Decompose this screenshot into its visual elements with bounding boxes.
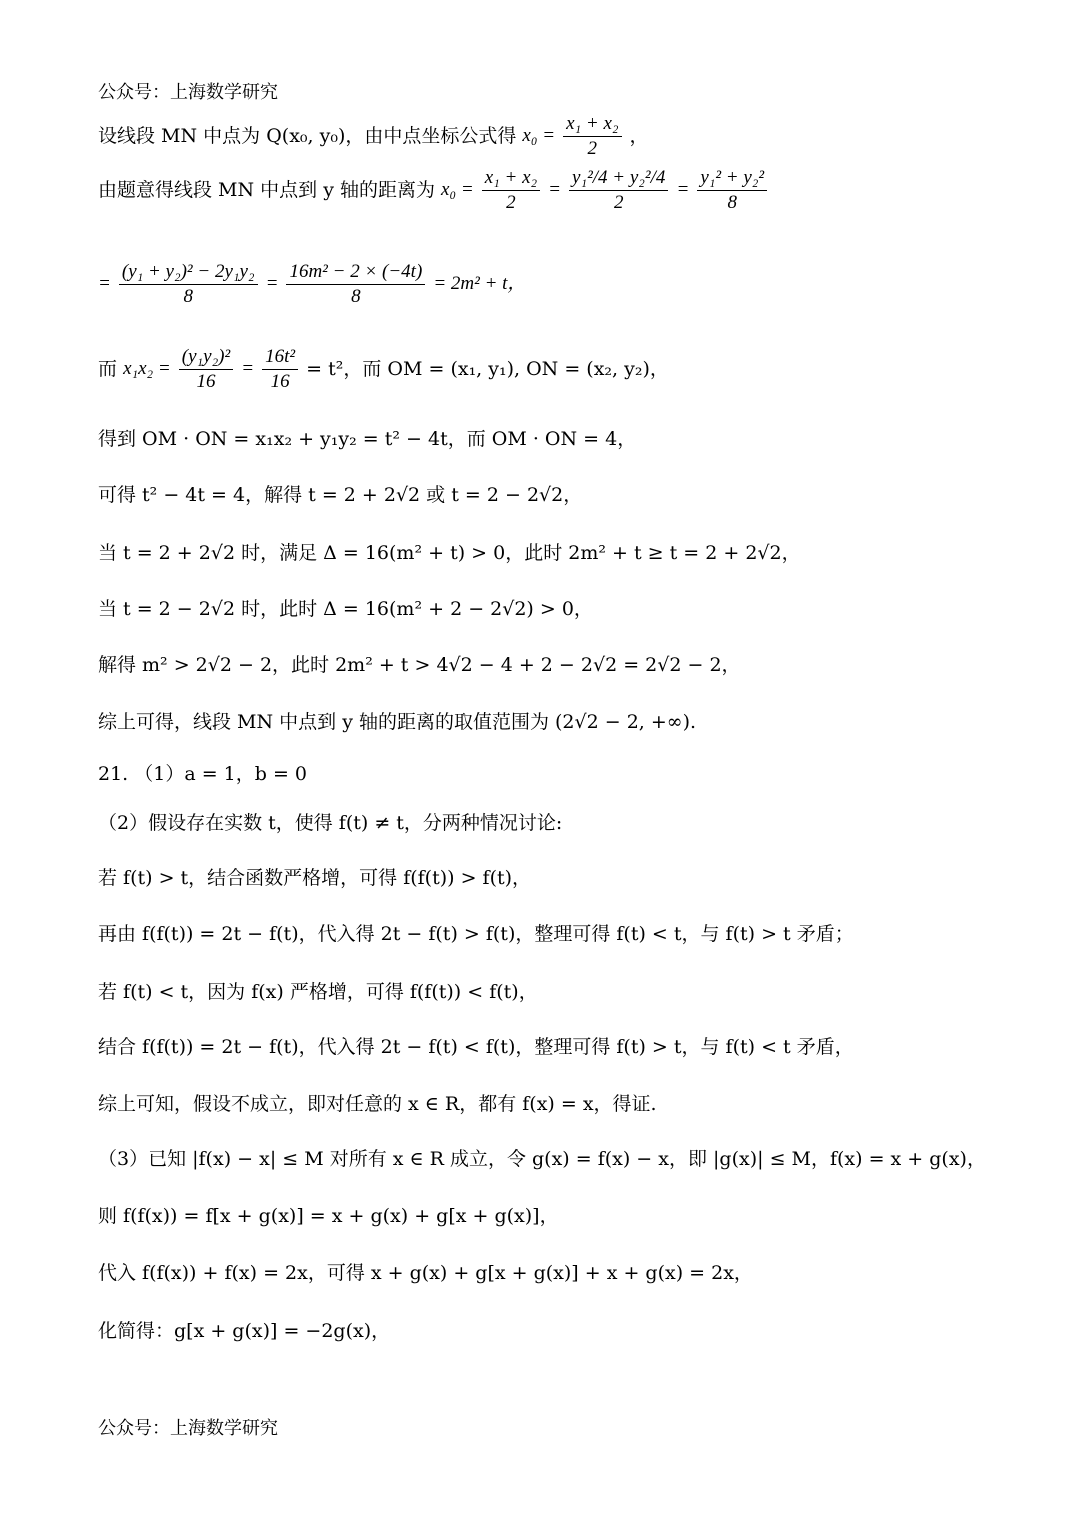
fraction-numerator: y₁² + y₂² — [697, 166, 767, 191]
problem-21-part-3: （3）已知 |f(x) − x| ≤ M 对所有 x ∈ R 成立，令 g(x) = f(x) − x，即 |g(x)| ≤ M，f(x) = x + g(x)， — [98, 1148, 986, 1170]
fraction — [262, 345, 298, 394]
math-inline: = — [548, 178, 561, 200]
math-inline: = — [676, 178, 690, 200]
math-inline: = 2m² + t， — [433, 272, 527, 294]
fraction-denominator: 2 — [613, 191, 624, 213]
solution-line: 结合 f(f(t)) = 2t − f(t)，代入得 2t − f(t) < f(t)，整理可得 f(t) > t，与 f(t) < t 矛盾， — [98, 1036, 854, 1058]
solution-line: 代入 f(f(x)) + f(x) = 2x，可得 x + g(x) + g[x + g(x)] + x + g(x) = 2x， — [98, 1262, 753, 1284]
solution-line — [98, 345, 669, 394]
solution-line — [98, 112, 649, 161]
math-inline: x₀ = — [522, 124, 556, 146]
solution-line: 再由 f(f(t)) = 2t − f(t)，代入得 2t − f(t) > f(t)，整理可得 f(t) < t，与 f(t) > t 矛盾； — [98, 923, 854, 945]
solution-line: 则 f(f(x)) = f[x + g(x)] = x + g(x) + g[x + g(x)]， — [98, 1205, 559, 1227]
solution-line — [98, 260, 526, 309]
fraction-denominator: 8 — [727, 191, 737, 213]
line-text: 设线段 MN 中点为 Q(x₀, y₀)，由中点坐标公式得 — [98, 124, 517, 147]
solution-line: 若 f(t) < t，因为 f(x) 严格增，可得 f(f(t)) < f(t)， — [98, 981, 538, 1003]
math-inline: = — [241, 357, 255, 379]
math-inline: x₁x₂ = — [123, 357, 171, 379]
fraction-denominator: 16 — [270, 370, 290, 392]
solution-line: 综上可知，假设不成立，即对任意的 x ∈ R，都有 f(x) = x，得证. — [98, 1093, 657, 1115]
fraction-numerator: 16t² — [262, 345, 298, 370]
solution-line: 当 t = 2 + 2√2 时，满足 Δ = 16(m² + t) > 0，此时 2m² + t ≥ t = 2 + 2√2， — [98, 542, 801, 564]
fraction — [179, 345, 233, 394]
punctuation: ， — [629, 124, 649, 147]
line-text: = t²，而 OM = (x₁, y₁), ON = (x₂, y₂)， — [306, 357, 669, 380]
fraction — [569, 166, 668, 215]
page-header: 公众号：上海数学研究 — [98, 82, 278, 103]
line-text: 而 — [98, 357, 118, 380]
fraction — [119, 260, 258, 309]
solution-line: 当 t = 2 − 2√2 时，此时 Δ = 16(m² + 2 − 2√2) > 0， — [98, 598, 593, 620]
fraction-denominator: 8 — [183, 285, 193, 307]
fraction — [697, 166, 767, 215]
line-text: 由题意得线段 MN 中点到 y 轴的距离为 — [98, 178, 435, 201]
solution-line — [98, 166, 769, 215]
solution-line: 综上可得，线段 MN 中点到 y 轴的距离的取值范围为 (2√2 − 2, +∞). — [98, 711, 697, 733]
fraction-numerator: (y₁y₂)² — [179, 345, 233, 370]
fraction-numerator: y₁²/4 + y₂²/4 — [569, 166, 668, 191]
solution-line: 解得 m² > 2√2 − 2，此时 2m² + t > 4√2 − 4 + 2 − 2√2 = 2√2 − 2， — [98, 654, 741, 676]
fraction-denominator: 2 — [506, 191, 516, 213]
solution-line: 若 f(t) > t，结合函数严格增，可得 f(f(t)) > f(t)， — [98, 867, 532, 889]
solution-line: 可得 t² − 4t = 4，解得 t = 2 + 2√2 或 t = 2 − 2√2， — [98, 484, 583, 506]
problem-21-part-2: （2）假设存在实数 t，使得 f(t) ≠ t，分两种情况讨论: — [98, 812, 563, 834]
fraction — [563, 112, 621, 161]
fraction-numerator: 16m² − 2 × (−4t) — [286, 260, 425, 285]
problem-21-part-1: 21. （1）a = 1，b = 0 — [98, 763, 308, 785]
fraction-numerator: (y₁ + y₂)² − 2y₁y₂ — [119, 260, 258, 285]
page-footer: 公众号：上海数学研究 — [98, 1418, 278, 1439]
fraction-denominator: 2 — [587, 137, 598, 159]
math-inline: = — [265, 272, 279, 294]
fraction-denominator: 8 — [351, 285, 361, 307]
solution-line: 得到 OM · ON = x₁x₂ + y₁y₂ = t² − 4t，而 OM · ON = 4， — [98, 428, 637, 450]
fraction-numerator: x₁ + x₂ — [482, 166, 540, 191]
fraction — [286, 260, 425, 309]
solution-line: 化简得：g[x + g(x)] = −2g(x)， — [98, 1320, 391, 1342]
math-inline: x₀ = — [441, 178, 474, 200]
math-inline: = — [98, 272, 111, 294]
fraction-denominator: 16 — [196, 370, 216, 392]
fraction-numerator: x₁ + x₂ — [563, 112, 621, 137]
fraction — [482, 166, 540, 215]
